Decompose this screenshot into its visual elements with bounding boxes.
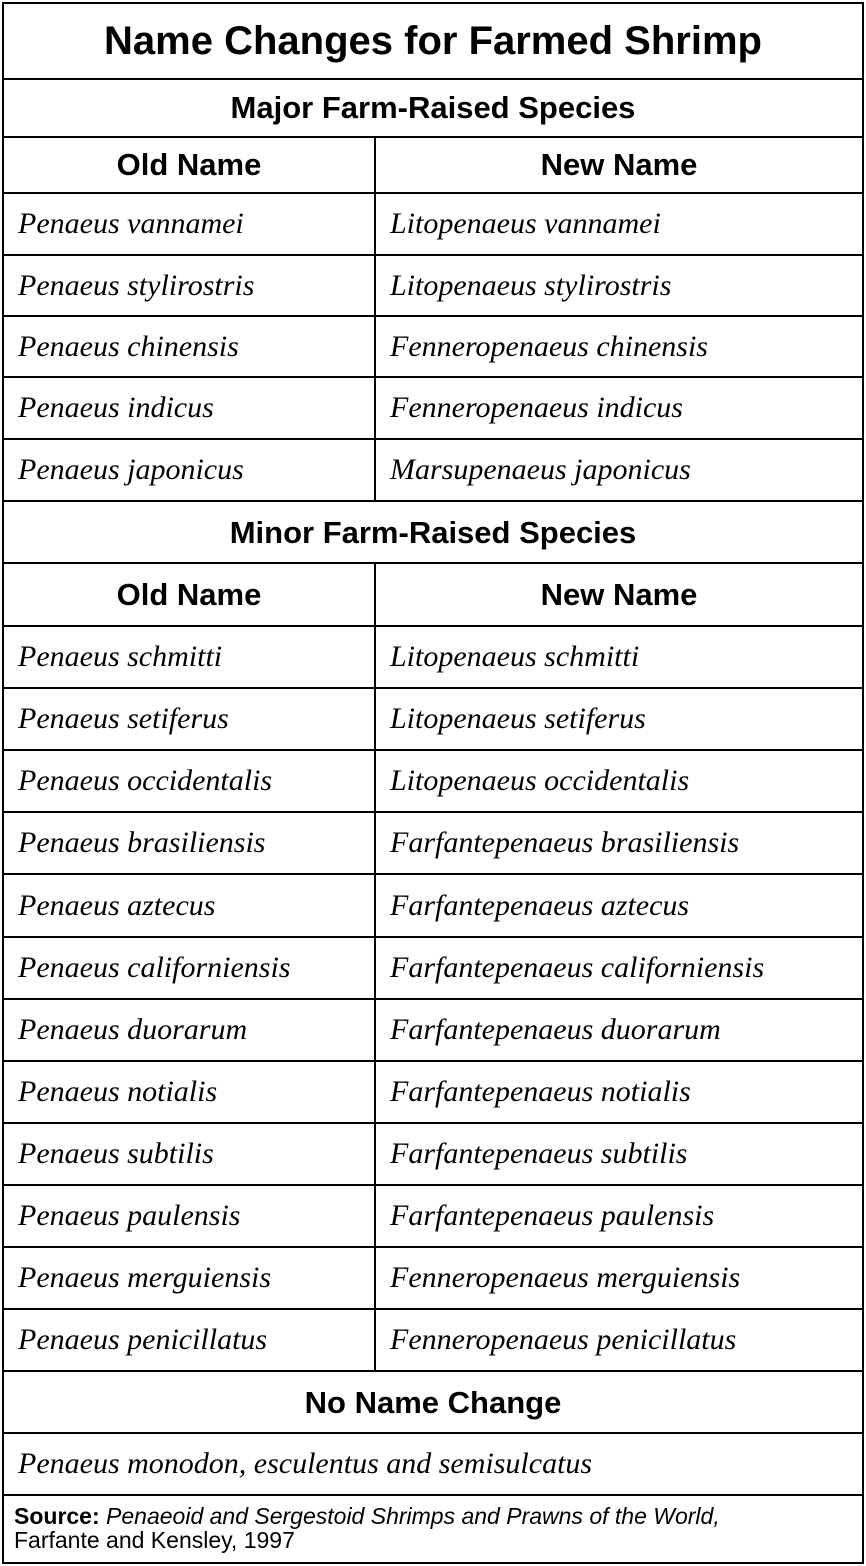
minor-col-new-header: New Name: [374, 564, 862, 625]
old-name-cell: Penaeus setiferus: [18, 702, 229, 735]
table-row: [4, 1000, 862, 1062]
table-row: [4, 938, 862, 1000]
old-name-cell: Penaeus duorarum: [18, 1013, 248, 1046]
new-name-cell: Farfantepenaeus paulensis: [390, 1199, 715, 1232]
major-col-new-header: New Name: [374, 138, 862, 192]
new-name-cell: Marsupenaeus japonicus: [390, 453, 691, 486]
table-row: [4, 1310, 862, 1372]
table-row: [4, 627, 862, 689]
old-name-cell: Penaeus subtilis: [18, 1137, 214, 1170]
table-row: [4, 317, 862, 378]
new-name-cell: Litopenaeus schmitti: [390, 640, 640, 673]
new-name-cell: Fenneropenaeus indicus: [390, 391, 683, 424]
table-row: [4, 813, 862, 875]
no-change-row: [4, 1434, 862, 1496]
new-name-cell: Farfantepenaeus brasiliensis: [390, 826, 740, 859]
source-label: Source:: [14, 1503, 100, 1529]
new-name-cell: Litopenaeus vannamei: [390, 207, 661, 240]
new-name-cell: Farfantepenaeus aztecus: [390, 888, 690, 922]
old-name-cell: Penaeus notialis: [18, 1075, 218, 1108]
table-row: [4, 194, 862, 256]
old-name-cell: Penaeus merguiensis: [18, 1261, 272, 1294]
major-header-row: [4, 138, 862, 194]
table-row: [4, 1186, 862, 1248]
old-name-cell: Penaeus chinensis: [18, 329, 239, 363]
old-name-cell: Penaeus indicus: [18, 391, 214, 424]
old-name-cell: Penaeus brasiliensis: [18, 826, 266, 859]
new-name-cell: Fenneropenaeus chinensis: [390, 329, 708, 363]
major-section-heading: Major Farm-Raised Species: [4, 80, 862, 138]
source-note: [4, 1496, 862, 1562]
name-changes-table: [2, 2, 864, 1564]
new-name-cell: Litopenaeus stylirostris: [390, 268, 672, 302]
minor-col-old-header: Old Name: [116, 576, 262, 612]
old-name-cell: Penaeus occidentalis: [18, 764, 273, 797]
old-name-cell: Penaeus penicillatus: [18, 1323, 268, 1356]
table-row: [4, 751, 862, 813]
page-title: Name Changes for Farmed Shrimp: [4, 4, 862, 80]
new-name-cell: Farfantepenaeus subtilis: [390, 1137, 688, 1170]
table-row: [4, 1248, 862, 1310]
old-name-cell: Penaeus japonicus: [18, 453, 244, 486]
table-row: [4, 378, 862, 440]
old-name-cell: Penaeus vannamei: [18, 207, 244, 240]
old-name-cell: Penaeus stylirostris: [18, 268, 255, 302]
no-change-species: Penaeus monodon, esculentus and semisulcatus: [18, 1447, 593, 1480]
new-name-cell: Fenneropenaeus penicillatus: [390, 1323, 737, 1356]
table-row: [4, 440, 862, 502]
source-authors: Farfante and Kensley, 1997: [14, 1527, 295, 1553]
table-row: [4, 1124, 862, 1186]
table-row: [4, 875, 862, 938]
new-name-cell: Farfantepenaeus californiensis: [390, 951, 765, 984]
old-name-cell: Penaeus schmitti: [18, 640, 223, 673]
table-row: [4, 1062, 862, 1124]
minor-section-heading: Minor Farm-Raised Species: [4, 502, 862, 564]
new-name-cell: Farfantepenaeus notialis: [390, 1075, 691, 1108]
old-name-cell: Penaeus californiensis: [18, 951, 291, 984]
old-name-cell: Penaeus aztecus: [18, 888, 216, 922]
source-work: Penaeoid and Sergestoid Shrimps and Prawns of the World,: [106, 1503, 720, 1529]
major-col-old-header: Old Name: [116, 147, 262, 182]
new-name-cell: Litopenaeus setiferus: [390, 702, 646, 735]
no-change-heading: No Name Change: [4, 1372, 862, 1434]
new-name-cell: Litopenaeus occidentalis: [390, 764, 690, 797]
old-name-cell: Penaeus paulensis: [18, 1199, 241, 1232]
minor-header-row: [4, 564, 862, 627]
table-row: [4, 256, 862, 317]
new-name-cell: Farfantepenaeus duorarum: [390, 1013, 721, 1046]
new-name-cell: Fenneropenaeus merguiensis: [390, 1261, 741, 1294]
table-row: [4, 689, 862, 751]
